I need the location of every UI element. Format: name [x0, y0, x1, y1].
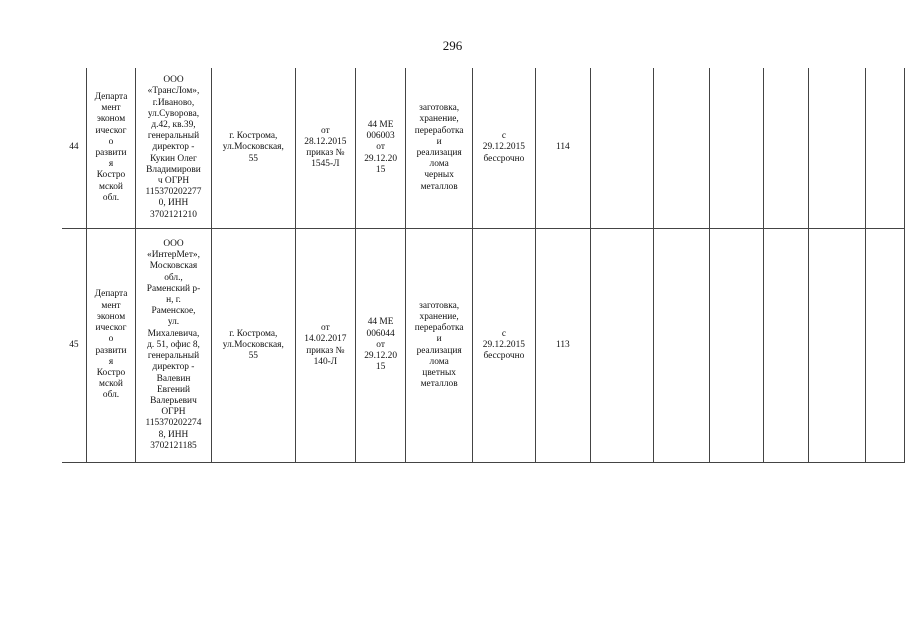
empty-cell [866, 229, 905, 463]
empty-cell [590, 68, 654, 229]
organization-details: ООО «ИнтерМет», Московская обл., Раменский р- н, г. Раменское, ул. Михалевича, д. 51, офис 8, генеральный директор - Валевин Евгений Валерьевич ОГРН 115370202274 8, ИНН 3702121185 [136, 229, 212, 463]
empty-cell [764, 229, 808, 463]
activity-type: заготовка, хранение, переработка и реализация лома цветных металлов [406, 229, 473, 463]
row-number: 45 [62, 229, 86, 463]
empty-cell [710, 229, 764, 463]
order-reference: от 14.02.2017 приказ № 140-Л [295, 229, 355, 463]
empty-cell [654, 68, 710, 229]
license-number: 44 МЕ 006044 от 29.12.20 15 [355, 229, 405, 463]
activity-type: заготовка, хранение, переработка и реализация лома черных металлов [406, 68, 473, 229]
licensing-authority: Департа мент эконом ическог о развити я Костро мской обл. [86, 68, 135, 229]
empty-cell [808, 68, 866, 229]
registry-code: 114 [535, 68, 590, 229]
organization-details: ООО «ТрансЛом», г.Иваново, ул.Суворова, д.42, кв.39, генеральный директор - Кукин Олег Владимирови ч ОГРН 115370202277 0, ИНН 3702121210 [136, 68, 212, 229]
table-row [62, 229, 905, 463]
licensing-authority: Департа мент эконом ическог о развити я Костро мской обл. [86, 229, 135, 463]
empty-cell [866, 68, 905, 229]
registry-code: 113 [535, 229, 590, 463]
empty-cell [710, 68, 764, 229]
validity-period: с 29.12.2015 бессрочно [472, 229, 535, 463]
activity-address: г. Кострома, ул.Московская, 55 [211, 68, 295, 229]
license-registry-table [62, 68, 905, 463]
page-number: 296 [442, 38, 463, 53]
empty-cell [764, 68, 808, 229]
row-number: 44 [62, 68, 86, 229]
empty-cell [590, 229, 654, 463]
validity-period: с 29.12.2015 бессрочно [472, 68, 535, 229]
activity-address: г. Кострома, ул.Московская, 55 [211, 229, 295, 463]
table-row [62, 68, 905, 229]
license-number: 44 МЕ 006003 от 29.12.20 15 [355, 68, 405, 229]
order-reference: от 28.12.2015 приказ № 1545-Л [295, 68, 355, 229]
empty-cell [808, 229, 866, 463]
empty-cell [654, 229, 710, 463]
